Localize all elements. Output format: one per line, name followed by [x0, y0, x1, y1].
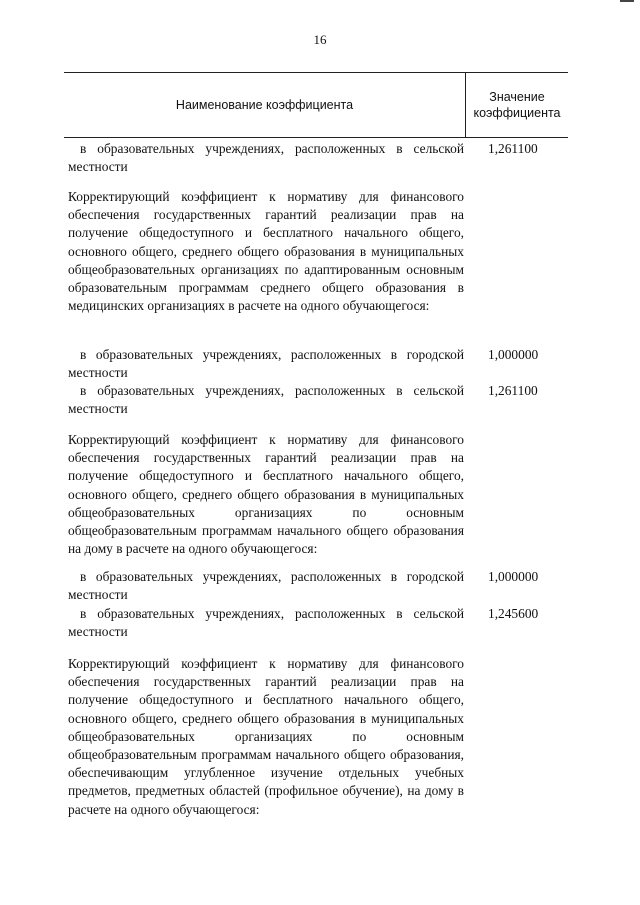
coefficient-value-header — [466, 73, 568, 137]
row-value: 1,245600 — [488, 606, 539, 621]
row-value: 1,000000 — [488, 569, 539, 584]
coefficient-paragraph: Корректирующий коэффициент к нормативу для финансового обеспечения государственных гарантий реализации прав на получение общедоступного и бесплатного начального общего, основного общего, среднего общего образования в муниципальных общеобразовательных организациях по основным общеобразовательным программам начального общего образования на дому в расчете на одного обучающегося: — [68, 432, 464, 557]
value-header-line-1: Значение — [489, 90, 545, 104]
coefficient-paragraph: Корректирующий коэффициент к нормативу для финансового обеспечения государственных гарантий реализации прав на получение общедоступного и бесплатного начального общего, основного общего, среднего общего образования в муниципальных общеобразовательных организациях по адаптированным основным образовательным программам среднего общего образования в медицинских организациях в расчете на одного обучающегося: — [68, 189, 464, 314]
table-header — [64, 72, 568, 138]
row-description: в образовательных учреждениях, расположенных в сельской местности — [68, 383, 464, 417]
coefficient-name-header: Наименование коэффициента — [175, 98, 354, 112]
scan-corner-mark — [620, 0, 634, 2]
row-description: в образовательных учреждениях, расположенных в городской местности — [68, 347, 464, 381]
value-header-line-2: коэффициента — [473, 106, 561, 120]
coefficient-paragraph: Корректирующий коэффициент к нормативу для финансового обеспечения государственных гарантий реализации прав на получение общедоступного и бесплатного начального общего, основного общего, среднего общего образования в муниципальных общеобразовательных организациях по основным общеобразовательным программам начального общего образования, обеспечивающим углубленное изучение отдельных учебных предметов, предметных областей (профильное обучение), на дому в расчете на одного обучающегося: — [68, 656, 464, 817]
row-description: в образовательных учреждениях, расположенных в сельской местности — [68, 606, 464, 640]
page-number: 16 — [313, 32, 327, 47]
row-value: 1,000000 — [488, 347, 539, 362]
row-description: в образовательных учреждениях, расположенных в городской местности — [68, 569, 464, 603]
row-value: 1,261100 — [488, 383, 538, 398]
row-value: 1,261100 — [488, 141, 538, 156]
row-description: в образовательных учреждениях, расположенных в сельской местности — [68, 141, 464, 175]
